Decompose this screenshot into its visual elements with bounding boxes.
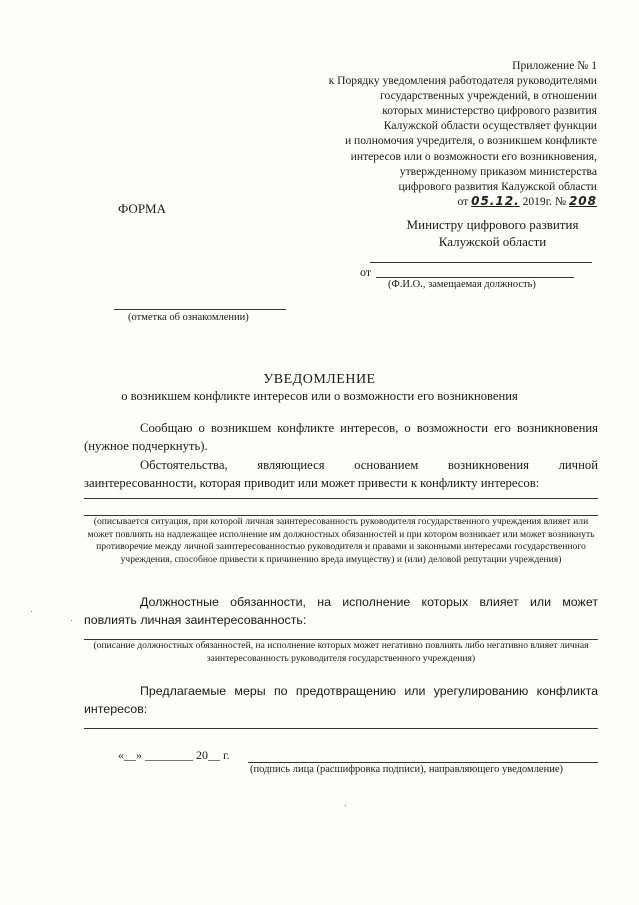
handwritten-date: 05.12. [471, 193, 520, 208]
appendix-line: Приложение № 1 [512, 59, 597, 72]
duties-note: (описание должностных обязанностей, на исполнение которых может негативно повлиять либо негативно влияет личная заинтересованность руководителя государственного учреждения) [93, 640, 589, 664]
addressee-line1: Министру цифрового развития [406, 217, 579, 232]
signature-date: «__» ________ 20__ г. [118, 748, 230, 762]
appendix-line: и полномочия учредителя, о возникшем конфликте [344, 134, 597, 148]
handwritten-number: 208 [568, 193, 597, 208]
approval-date-line [267, 194, 597, 209]
paragraph-text: Должностные обязанности, на исполнение которых влияет или может повлиять личная заинтересованность: [84, 595, 598, 627]
paragraph-notification [84, 419, 598, 455]
scan-speck [345, 805, 346, 806]
appendix-block [267, 58, 597, 209]
ack-caption: (отметка об ознакомлении) [128, 312, 249, 323]
appendix-line: цифрового развития Калужской области [398, 179, 597, 193]
paragraph-text: Предлагаемые меры по предотвращению или урегулированию конфликта интересов: [84, 684, 598, 716]
appendix-line: к Порядку уведомления работодателя руководителями [328, 74, 597, 88]
appendix-line: Калужской области осуществляет функции [383, 119, 597, 133]
document-title: УВЕДОМЛЕНИЕ [263, 372, 376, 387]
appendix-line: которых министерство цифрового развития [382, 104, 597, 118]
document-subtitle: о возникшем конфликте интересов или о возможности его возникновения [121, 389, 518, 403]
paragraph-circumstances [84, 456, 598, 492]
signature-blank-line [248, 762, 598, 763]
from-label: от [360, 265, 372, 279]
form-label: ФОРМА [118, 201, 166, 216]
from-blank-line [376, 277, 574, 278]
addressee-blank-line [370, 262, 592, 263]
paragraph-text: Обстоятельства, являющиеся основанием возникновения личной заинтересованности, которая приводит или может привести к конфликту интересов: [84, 458, 598, 490]
paragraph-duties [84, 593, 598, 629]
blank-line [84, 498, 598, 499]
addressee-block [370, 216, 615, 250]
scan-speck [71, 620, 72, 621]
year-text: 2019г. № [522, 194, 567, 208]
paragraph-measures [84, 682, 598, 718]
from-caption: (Ф.И.О., замещаемая должность) [388, 279, 536, 290]
signature-caption: (подпись лица (расшифровка подписи), направляющего уведомление) [250, 764, 563, 775]
date-prefix: от [457, 194, 469, 208]
situation-note: (описывается ситуация, при которой личная заинтересованность руководителя государственного учреждения влияет или может повлиять на надлежащее исполнение им должностных обязанностей и при котором возникает или может возникнуть противоречие между личной заинтересованностью руководителя и правами и законными интересами государственного учреждения, способное привести к причинению вреда имуществу) и (или) деловой репутации учреждения) [87, 516, 595, 565]
addressee-line2: Калужской области [438, 234, 547, 249]
scan-speck [31, 611, 32, 612]
appendix-line: государственных учреждений, в отношении [380, 89, 597, 103]
appendix-line: утвержденному приказом министерства [399, 164, 597, 178]
ack-blank-line [114, 309, 286, 310]
paragraph-text: Сообщаю о возникшем конфликте интересов, о возможности его возникновения (нужное подчеркнуть). [84, 421, 598, 453]
blank-line [84, 728, 598, 729]
appendix-line: интересов или о возможности его возникновения, [350, 149, 597, 163]
